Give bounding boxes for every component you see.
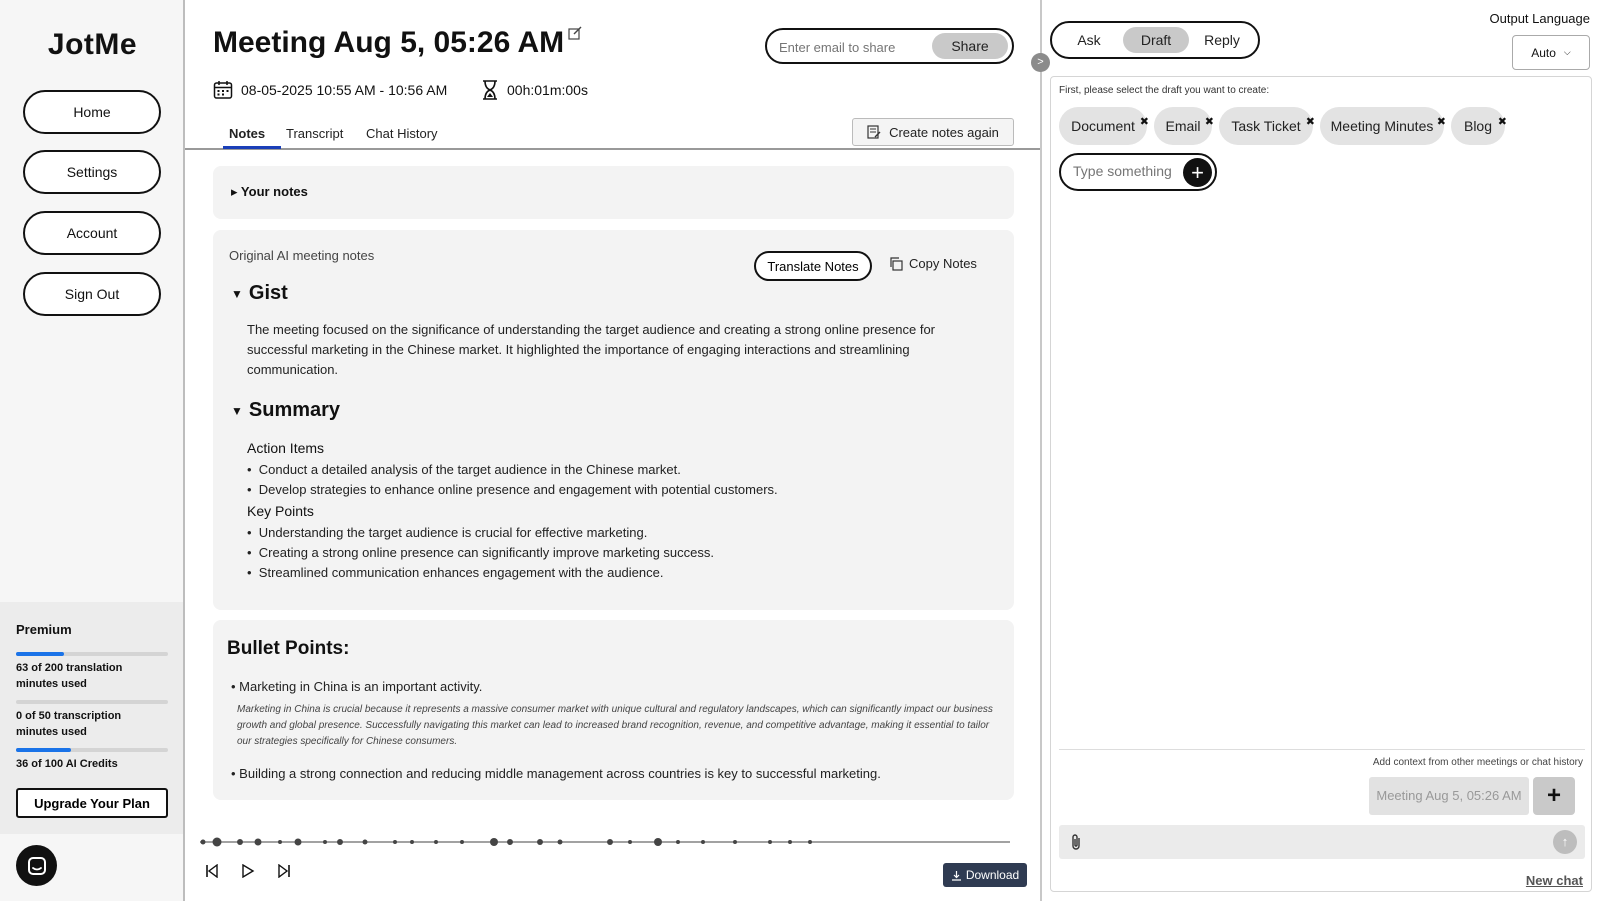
audio-waveform[interactable] [200, 830, 1015, 854]
caret-down-icon: ▼ [231, 403, 243, 418]
ai-credits-usage-bar [16, 748, 168, 752]
key-point-text: Streamlined communication enhances engagement with the audience. [258, 565, 664, 580]
key-point: • Streamlined communication enhances engagement with the audience. [247, 565, 664, 580]
ai-credits-usage-fill [16, 748, 71, 752]
ai-credits-usage-text: 36 of 100 AI Credits [16, 758, 118, 770]
gist-text: The meeting focused on the significance of understanding the target audience and creating a strong online presence for successful marketing in the Chinese market. It highlighted the importance of engaging interactions and streamlining communication. [247, 322, 936, 377]
hourglass-icon [481, 80, 499, 100]
calendar-icon [213, 80, 233, 100]
close-icon[interactable]: ✖ [1204, 116, 1214, 128]
translation-usage-bar [16, 652, 168, 656]
custom-draft-input[interactable] [1073, 163, 1177, 179]
copy-icon [889, 257, 903, 271]
skip-forward-button[interactable] [277, 864, 291, 883]
datetime-text: 08-05-2025 10:55 AM - 10:56 AM [241, 82, 448, 98]
chat-icon [27, 856, 47, 876]
plus-icon: + [1546, 782, 1561, 809]
action-item: • Conduct a detailed analysis of the target audience in the Chinese market. [247, 462, 681, 477]
new-chat-link[interactable]: New chat [1525, 873, 1583, 888]
meeting-main [185, 0, 1044, 901]
plan-name: Premium [16, 622, 72, 637]
close-icon[interactable]: ✖ [1497, 116, 1507, 128]
context-hint: Add context from other meetings or chat history [1372, 757, 1583, 768]
output-language-select[interactable] [1512, 35, 1590, 70]
share-email-input[interactable] [779, 36, 929, 58]
send-button[interactable] [1553, 830, 1577, 854]
summary-title: Summary [248, 399, 341, 421]
translation-usage-text: 63 of 200 translation minutes used [16, 662, 123, 690]
chip-label: Email [1165, 118, 1201, 134]
bullet-point-detail: Marketing in China is crucial because it represents a massive consumer market with unique cultural and regulatory landscapes, which can significantly impact our business growth and global presence. Successfully navigating this market can lead to increased brand recognition, revenue, and competitive advantage, making it essential to tailor our strategies specifically for Chinese consumers. [237, 704, 993, 747]
assistant-panel [1042, 0, 1600, 901]
translate-notes-button[interactable]: Translate Notes [754, 251, 872, 281]
bullet-point-text: Building a strong connection and reducing middle management across countries is key to successful marketing. [239, 766, 881, 781]
support-chat-button[interactable] [16, 845, 57, 886]
draft-panel [1050, 76, 1592, 892]
active-tab-indicator [223, 146, 281, 149]
ai-notes-section [213, 230, 1014, 610]
tab-chat-history[interactable]: Chat History [366, 126, 438, 141]
add-draft-button[interactable] [1183, 158, 1212, 187]
collapse-panel-button[interactable] [1031, 53, 1050, 72]
play-icon [241, 864, 255, 878]
key-point-text: Understanding the target audience is crucial for effective marketing. [258, 525, 648, 540]
meeting-datetime [213, 80, 447, 100]
message-bar[interactable] [1059, 825, 1585, 859]
output-language-value: Auto [1531, 45, 1556, 60]
tab-transcript[interactable]: Transcript [286, 126, 344, 141]
nav-settings-button[interactable]: Settings [23, 150, 161, 194]
gist-title: Gist [248, 282, 288, 304]
meeting-duration [481, 80, 588, 100]
your-notes-section[interactable] [213, 166, 1014, 219]
skip-back-icon [205, 864, 219, 878]
chip-label: Blog [1463, 118, 1493, 134]
bullet-point: • Building a strong connection and reducing middle management across countries is key to successful marketing. [231, 766, 881, 781]
draft-chip-blog[interactable] [1451, 107, 1505, 145]
context-divider [1059, 749, 1585, 750]
copy-notes-label: Copy Notes [909, 256, 977, 271]
your-notes-label: Your notes [240, 184, 308, 199]
share-form [765, 28, 1014, 64]
bullet-points-section [213, 620, 1014, 800]
nav-sign-out-button[interactable]: Sign Out [23, 272, 161, 316]
draft-chip-meeting-minutes[interactable] [1320, 107, 1444, 145]
transcription-usage-bar [16, 700, 168, 704]
bullet-points-title: Bullet Points: [227, 638, 350, 659]
attach-icon[interactable] [1069, 833, 1083, 856]
create-notes-again-label: Create notes again [889, 124, 999, 140]
chip-label: Document [1071, 118, 1135, 134]
mode-ask-tab[interactable]: Ask [1068, 27, 1110, 53]
your-notes-toggle[interactable] [231, 184, 308, 200]
key-point: • Creating a strong online presence can significantly improve marketing success. [247, 545, 715, 560]
add-context-button[interactable] [1533, 777, 1575, 815]
translation-usage-fill [16, 652, 64, 656]
draft-chip-document[interactable] [1059, 107, 1147, 145]
skip-back-button[interactable] [205, 864, 219, 883]
action-item-text: Develop strategies to enhance online presence and engagement with potential customers. [258, 482, 778, 497]
draft-chip-task-ticket[interactable] [1219, 107, 1313, 145]
context-meeting-chip: Meeting Aug 5, 05:26 AM [1369, 777, 1529, 815]
chevron-right-icon: > [1037, 56, 1044, 68]
edit-title-icon[interactable] [568, 26, 582, 45]
download-label: Download [965, 868, 1020, 882]
action-item: • Develop strategies to enhance online presence and engagement with potential customers. [247, 482, 778, 497]
custom-draft-form [1059, 153, 1217, 191]
gist-heading[interactable] [231, 282, 288, 305]
sidebar [0, 0, 185, 901]
nav-account-button[interactable]: Account [23, 211, 161, 255]
transcription-usage-text: 0 of 50 transcription minutes used [16, 710, 122, 738]
mode-reply-tab[interactable]: Reply [1195, 27, 1249, 53]
caret-down-icon: ▼ [231, 286, 243, 301]
arrow-up-icon: ↑ [1561, 834, 1569, 849]
action-items-title: Action Items [247, 440, 325, 456]
key-point-text: Creating a strong online presence can significantly improve marketing success. [258, 545, 715, 560]
bullet-point: • Marketing in China is an important activity. [231, 679, 483, 694]
caret-right-icon: ▸ [231, 184, 238, 199]
download-icon [951, 870, 962, 881]
chip-label: Meeting Minutes [1330, 118, 1434, 134]
copy-notes-button[interactable] [889, 256, 977, 271]
share-button[interactable]: Share [932, 33, 1008, 59]
download-button[interactable] [943, 863, 1027, 887]
mode-draft-tab[interactable]: Draft [1123, 27, 1189, 53]
chip-label: Task Ticket [1231, 118, 1301, 134]
bullet-point-text: Marketing in China is an important activity. [239, 679, 483, 694]
plus-icon: + [1191, 159, 1204, 185]
close-icon[interactable]: ✖ [1139, 116, 1149, 128]
chevron-down-icon: ⌵ [1563, 47, 1571, 57]
close-icon[interactable]: ✖ [1305, 116, 1315, 128]
upgrade-plan-button[interactable]: Upgrade Your Plan [16, 788, 168, 818]
notes-icon [867, 125, 881, 139]
key-points-title: Key Points [247, 503, 314, 519]
app-logo: JotMe [47, 28, 138, 61]
ai-notes-label: Original AI meeting notes [229, 248, 375, 263]
draft-hint: First, please select the draft you want to create: [1059, 85, 1270, 96]
action-item-text: Conduct a detailed analysis of the target audience in the Chinese market. [258, 462, 681, 477]
page-title: Meeting Aug 5, 05:26 AM [213, 26, 565, 59]
plan-usage-panel [0, 602, 183, 834]
key-point: • Understanding the target audience is crucial for effective marketing. [247, 525, 648, 540]
mode-switch [1050, 21, 1260, 59]
skip-forward-icon [277, 864, 291, 878]
duration-text: 00h:01m:00s [507, 82, 588, 98]
close-icon[interactable]: ✖ [1436, 116, 1446, 128]
draft-chip-email[interactable] [1154, 107, 1212, 145]
summary-heading[interactable] [231, 399, 340, 422]
output-language-label: Output Language [1489, 11, 1590, 26]
create-notes-again-button[interactable] [852, 118, 1014, 146]
play-button[interactable] [241, 864, 255, 883]
nav-home-button[interactable]: Home [23, 90, 161, 134]
tab-notes[interactable]: Notes [229, 126, 266, 141]
